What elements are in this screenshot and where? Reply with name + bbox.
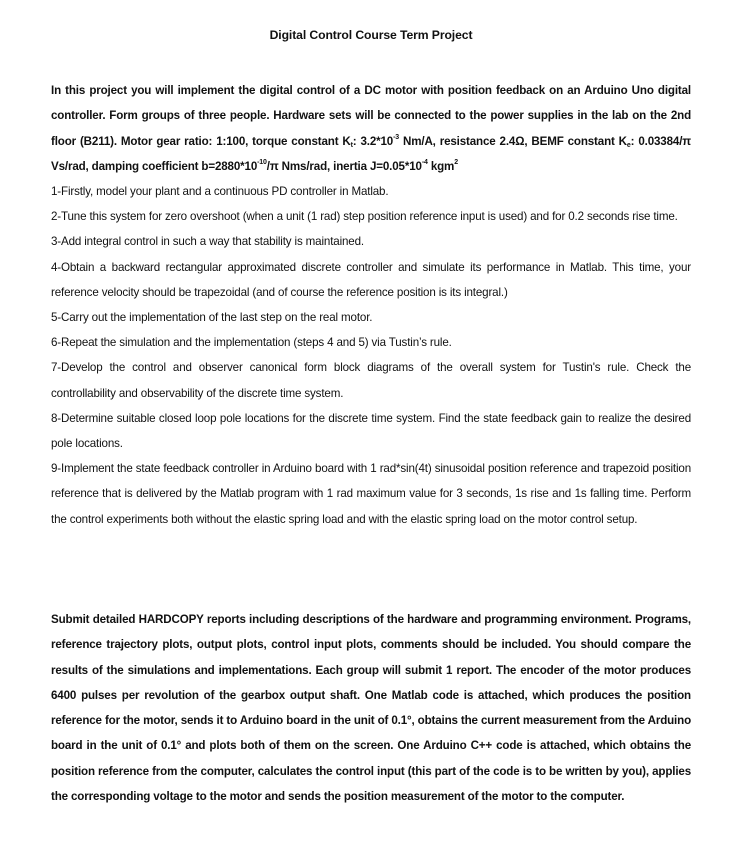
step-3: 3-Add integral control in such a way that stability is maintained. [51, 235, 364, 249]
intro-text-3: Nm/A, resistance 2.4Ω, BEMF constant K [399, 134, 627, 148]
step-7: 7-Develop the control and observer canonical form block diagrams of the overall system for Tustin's rule. Check the controllability and observability of the discrete time system. [51, 361, 691, 400]
intro-text-5: /π Nms/rad, inertia J=0.05*10 [266, 159, 422, 173]
intro-paragraph [51, 78, 691, 179]
intro-text-1: In this project you will implement the digital control of a DC motor with position feedback on an Arduino Uno digital controller. Form groups of three people. Hardware sets will be connected to the power supplies in the lab on the 2nd floor (B211). Motor gear ratio: 1:100, torque constant K [51, 84, 691, 148]
intro-text-2: : 3.2*10 [352, 134, 394, 148]
intro-text-6: kgm [427, 159, 455, 173]
submission-paragraph: Submit detailed HARDCOPY reports including descriptions of the hardware and programming environment. Programs, reference trajectory plots, output plots, control input plots, comments should be included. You should compare the results of the simulations and implementations. Each group will submit 1 report. The encoder of the motor produces 6400 pulses per revolution of the gearbox output shaft. One Matlab code is attached, which produces the position reference for the motor, sends it to Arduino board in the unit of 0.1°, obtains the current measurement from the Arduino board in the unit of 0.1° and plots both of them on the screen. One Arduino C++ code is attached, which obtains the position reference from the computer, calculates the control input (this part of the code is to be written by you), applies the corresponding voltage to the motor and sends the position measurement of the motor to the computer. [51, 613, 691, 804]
step-1: 1-Firstly, model your plant and a continuous PD controller in Matlab. [51, 185, 389, 198]
inertia-exponent: -4 [421, 158, 428, 166]
step-5: 5-Carry out the implementation of the last step on the real motor. [51, 311, 373, 325]
document-title: Digital Control Course Term Project [269, 28, 473, 42]
bemf-constant-subscript: e [626, 141, 631, 149]
step-2: 2-Tune this system for zero overshoot (when a unit (1 rad) step position reference input is used) and for 0.2 seconds rise time. [51, 210, 678, 224]
torque-constant-subscript: t [350, 141, 353, 149]
torque-exponent: -3 [393, 133, 400, 141]
step-4: 4-Obtain a backward rectangular approximated discrete controller and simulate its performance in Matlab. This time, your reference velocity should be trapezoidal (and of course the reference position is its integral.) [51, 260, 691, 299]
inertia-unit-exponent: 2 [454, 158, 458, 166]
damping-exponent: -10 [257, 158, 267, 166]
steps-list [51, 179, 691, 532]
step-8: 8-Determine suitable closed loop pole locations for the discrete time system. Find the state feedback gain to realize the desired pole locations. [51, 411, 691, 451]
step-9: 9-Implement the state feedback controller in Arduino board with 1 rad*sin(4t) sinusoidal position reference and trapezoid position reference that is delivered by the Matlab program with 1 rad maximum value for 3 seconds, 1s rise and 1s falling time. Perform the control experiments both without the elastic spring load and with the elastic spring load on the motor control setup. [51, 462, 691, 526]
step-6: 6-Repeat the simulation and the implementation (steps 4 and 5) via Tustin’s rule. [51, 336, 452, 350]
intro-text-4: : 0.03384/π Vs/rad, damping coefficient b=2880*10 [51, 134, 691, 173]
